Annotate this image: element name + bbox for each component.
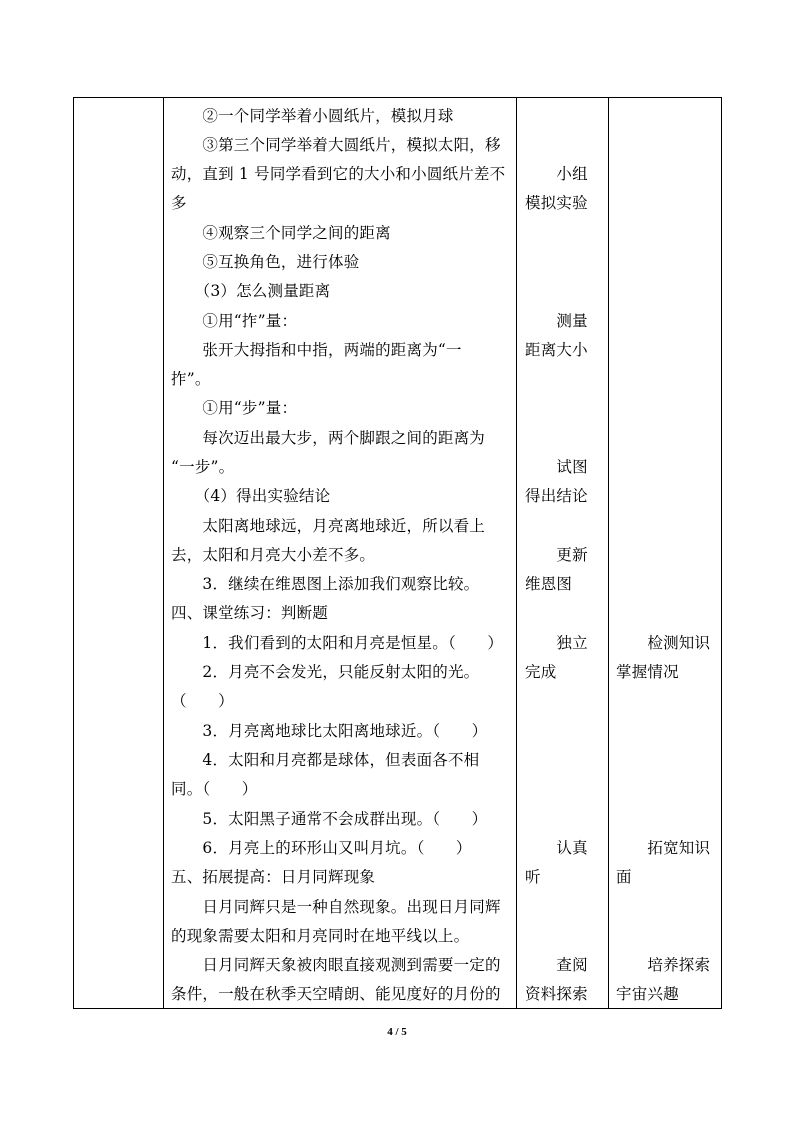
content-line: 张开大拇指和中指，两端的距离为“一 [171, 341, 462, 359]
activity-label: 听 [525, 868, 541, 886]
intent-label: 面 [616, 868, 632, 886]
activity-label: 查阅 [525, 956, 588, 974]
content-line: （4）得出实验结论 [171, 487, 331, 505]
activity-label: 距离大小 [525, 341, 588, 359]
intent-label: 培养探索 [616, 956, 711, 974]
content-line: 动，直到 1 号同学看到它的大小和小圆纸片差不 [171, 165, 506, 183]
table-border-right [721, 97, 722, 1008]
content-line: 太阳离地球远，月亮离地球近，所以看上 [171, 517, 486, 535]
activity-label: 维恩图 [525, 575, 573, 593]
section-heading: 四、课堂练习：判断题 [171, 604, 329, 622]
content-line: 4．太阳和月亮都是球体，但表面各不相 [171, 751, 480, 769]
content-line: ④观察三个同学之间的距离 [171, 224, 391, 242]
content-line: “一步”。 [171, 458, 235, 476]
content-line: ①用“拃”量： [171, 312, 298, 330]
page-number: 4 / 5 [387, 1026, 407, 1038]
content-line: 6．月亮上的环形山又叫月坑。（ ） [171, 839, 472, 857]
table-border-col2 [163, 97, 164, 1008]
section-heading: 五、拓展提高：日月同辉现象 [171, 868, 376, 886]
activity-label: 模拟实验 [525, 194, 588, 212]
content-line: 日月同辉只是一种自然现象。出现日月同辉 [171, 898, 501, 916]
content-line: 1．我们看到的太阳和月亮是恒星。（ ） [171, 634, 504, 652]
content-line: 的现象需要太阳和月亮同时在地平线以上。 [171, 927, 470, 945]
content-line: 拃”。 [171, 370, 211, 388]
activity-label: 得出结论 [525, 487, 588, 505]
activity-label: 资料探索 [525, 985, 588, 1003]
content-line: 条件，一般在秋季天空晴朗、能见度好的月份的 [171, 985, 501, 1003]
content-line: 2．月亮不会发光，只能反射太阳的光。 [171, 663, 480, 681]
activity-label: 更新 [525, 546, 588, 564]
table-border-col3 [516, 97, 517, 1008]
content-line: （ ） [171, 692, 234, 710]
table-border-top [73, 97, 722, 98]
content-line: ②一个同学举着小圆纸片，模拟月球 [171, 107, 454, 125]
content-line: 5．太阳黑子通常不会成群出现。（ ） [171, 810, 488, 828]
activity-label: 独立 [525, 634, 588, 652]
activity-label: 小组 [525, 165, 588, 183]
content-line: 每次迈出最大步，两个脚跟之间的距离为 [171, 429, 486, 447]
intent-label: 检测知识 [616, 634, 711, 652]
content-line: 同。（ ） [171, 780, 258, 798]
content-line: ①用“步”量： [171, 399, 298, 417]
content-line: 3．继续在维恩图上添加我们观察比较。 [171, 575, 480, 593]
content-line: ③第三个同学举着大圆纸片，模拟太阳，移 [171, 136, 501, 154]
content-line: ⑤互换角色，进行体验 [171, 253, 360, 271]
content-line: 多 [171, 194, 187, 212]
activity-label: 测量 [525, 312, 588, 330]
content-line: 日月同辉天象被肉眼直接观测到需要一定的 [171, 956, 501, 974]
intent-label: 掌握情况 [616, 663, 679, 681]
content-line: 3．月亮离地球比太阳离地球近。（ ） [171, 722, 488, 740]
activity-label: 完成 [525, 663, 557, 681]
intent-label: 宇宙兴趣 [616, 985, 679, 1003]
intent-label: 拓宽知识 [616, 839, 711, 857]
content-line: 去，太阳和月亮大小差不多。 [171, 546, 376, 564]
content-line: （3）怎么测量距离 [171, 282, 331, 300]
activity-label: 认真 [525, 839, 588, 857]
table-border-left [73, 97, 74, 1008]
table-border-col4 [608, 97, 609, 1008]
activity-label: 试图 [525, 458, 588, 476]
